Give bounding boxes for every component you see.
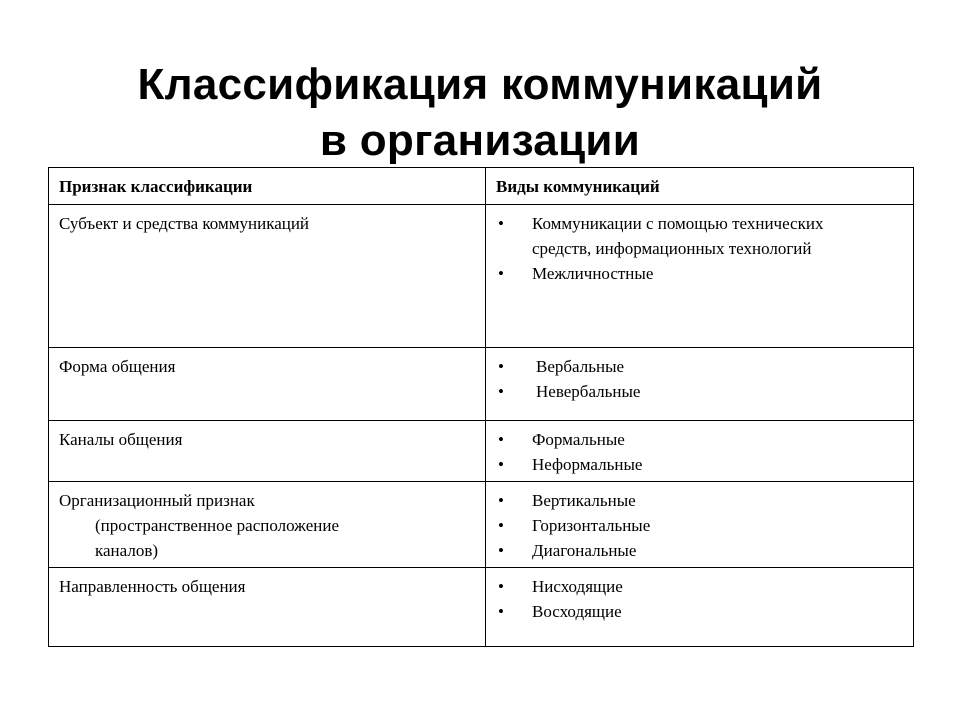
types-cell <box>486 482 914 568</box>
criterion-text-note: (пространственное расположение <box>95 516 339 535</box>
criterion-cell <box>49 421 486 482</box>
criterion-text: Направленность общения <box>59 577 246 596</box>
types-cell <box>486 421 914 482</box>
table-header-row <box>49 168 914 205</box>
list-item: • Вербальные <box>496 354 903 379</box>
list-item: • Формальные <box>496 427 903 452</box>
table-row <box>49 205 914 348</box>
classification-table <box>48 167 914 647</box>
list-item: • Нисходящие <box>496 574 903 599</box>
title-line-1: Классификация коммуникаций <box>137 60 823 110</box>
table-row <box>49 568 914 647</box>
types-list <box>496 488 903 563</box>
types-cell <box>486 568 914 647</box>
criterion-text: Организационный признак <box>59 491 255 510</box>
list-item: • Межличностные <box>496 261 903 286</box>
list-item: • Горизонтальные <box>496 513 903 538</box>
types-list <box>496 574 903 624</box>
criterion-text: Форма общения <box>59 357 176 376</box>
criterion-text: Субъект и средства коммуникаций <box>59 214 310 233</box>
column-header-criterion: Признак классификации <box>49 168 486 205</box>
types-list <box>496 211 903 286</box>
list-item: • Неформальные <box>496 452 903 477</box>
criterion-text-note: каналов) <box>95 541 159 560</box>
types-cell <box>486 205 914 348</box>
table-row <box>49 421 914 482</box>
list-item: • Восходящие <box>496 599 903 624</box>
page-title <box>0 57 960 169</box>
list-item: • Вертикальные <box>496 488 903 513</box>
criterion-cell <box>49 568 486 647</box>
criterion-cell <box>49 205 486 348</box>
column-header-types: Виды коммуникаций <box>486 168 914 205</box>
types-list <box>496 427 903 477</box>
list-item: • Невербальные <box>496 379 903 404</box>
types-list <box>496 354 903 404</box>
table-row <box>49 482 914 568</box>
criterion-cell <box>49 348 486 421</box>
list-item: • Коммуникации с помощью технических средств, информационных технологий <box>496 211 903 261</box>
criterion-text: Каналы общения <box>59 430 183 449</box>
types-cell <box>486 348 914 421</box>
list-item: • Диагональные <box>496 538 903 563</box>
criterion-cell <box>49 482 486 568</box>
title-line-2: в организации <box>319 116 641 166</box>
table-row <box>49 348 914 421</box>
